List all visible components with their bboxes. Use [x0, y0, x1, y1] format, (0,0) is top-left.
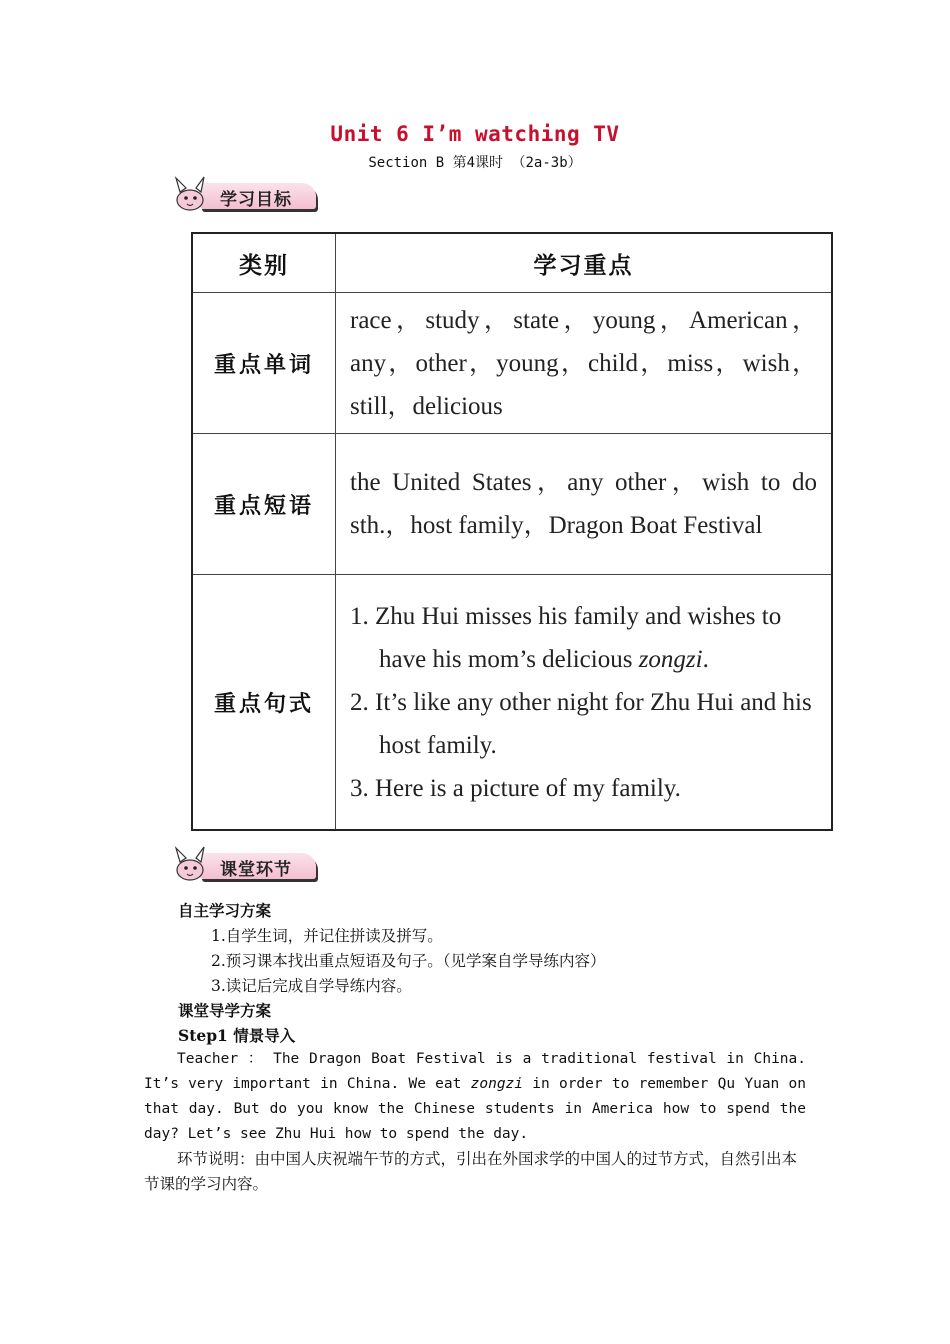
- content-cell: race，study，state，young，American，any，other，young，child，miss，wish，still，delicious: [336, 293, 833, 434]
- guide-heading: 课堂导学方案: [178, 1001, 272, 1020]
- list-item: 2.预习课本找出重点短语及句子。（见学案自学导练内容）: [211, 952, 606, 970]
- table-row: [192, 293, 832, 434]
- sentence-item: 1. Zhu Hui misses his family and wishes to have his mom’s delicious zongzi.: [350, 602, 782, 673]
- class-section-header: [172, 844, 322, 884]
- sentence-item: 3. Here is a picture of my family.: [350, 774, 681, 802]
- goals-tab: [200, 183, 316, 209]
- content-cell: the United States，any other，wish to do sth.，host family，Dragon Boat Festival: [336, 434, 833, 575]
- self-study-heading: 自主学习方案: [178, 901, 272, 920]
- page-title: Unit 6 I’m watching TV: [330, 122, 620, 146]
- sentence-item: 2. It’s like any other night for Zhu Hui and his host family.: [350, 688, 812, 759]
- goals-table-header-row: [192, 233, 832, 293]
- table-row: [192, 575, 832, 831]
- class-tab: [200, 853, 316, 879]
- goals-section-header: [172, 174, 322, 214]
- category-cell: 重点短语: [192, 434, 336, 575]
- header-focus: 学习重点: [336, 233, 833, 293]
- pencil-mascot-icon: [172, 174, 208, 212]
- goals-label: 学习目标: [220, 190, 292, 210]
- category-cell: 重点句式: [192, 575, 336, 831]
- list-item: 3.读记后完成自学导练内容。: [211, 977, 412, 995]
- table-row: [192, 434, 832, 575]
- class-label: 课堂环节: [220, 860, 292, 880]
- list-item: 1.自学生词，并记住拼读及拼写。: [211, 927, 443, 945]
- step1-heading: Step1 情景导入: [178, 1026, 296, 1045]
- header-category: 类别: [192, 233, 336, 293]
- section-note: 环节说明：由中国人庆祝端午节的方式，引出在外国求学的中国人的过节方式，自然引出本节课的学习内容。: [144, 1150, 798, 1193]
- content-cell: [336, 575, 833, 831]
- category-cell: 重点单词: [192, 293, 336, 434]
- goals-table: [191, 232, 833, 831]
- page-subtitle: Section B 第4课时 （2a-3b）: [368, 155, 582, 171]
- pencil-mascot-icon: [172, 844, 208, 882]
- intro-paragraph: Teacher ： The Dragon Boat Festival is a traditional festival in China. It’s very important in China. We eat zongzi in order to remember Qu Yuan on that day. But do you know the Chinese students in America how to spend the day? Let’s see Zhu Hui how to spend the day.: [144, 1051, 806, 1142]
